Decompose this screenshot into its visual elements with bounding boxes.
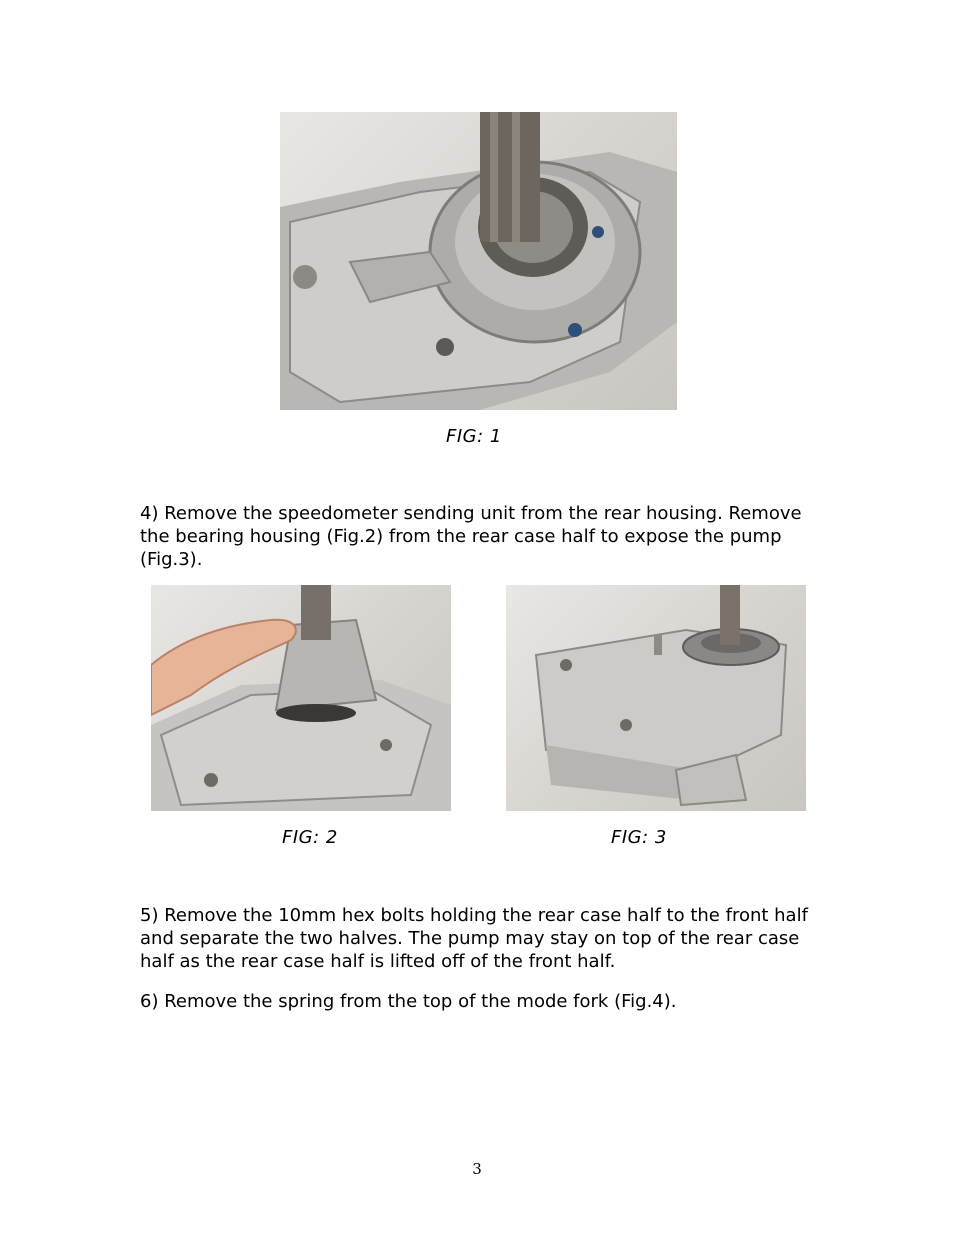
step-6-text: 6) Remove the spring from the top of the mode fork (Fig.4). xyxy=(140,991,677,1012)
step-4-text: 4) Remove the speedometer sending unit from the rear housing. Remove the bearing housing (Fig.2) from the rear case half to expose the pump (Fig.3). xyxy=(140,503,802,570)
figure-3-photo xyxy=(506,585,806,811)
figure-1-photo xyxy=(280,112,677,410)
exposed-pump-photo xyxy=(506,585,806,811)
figure-1-caption: FIG: 1 xyxy=(446,426,502,447)
figure-3-caption: FIG: 3 xyxy=(611,827,667,848)
transfer-case-bearing-photo xyxy=(280,112,677,410)
figure-2-caption: FIG: 2 xyxy=(282,827,338,848)
bearing-housing-removal-photo xyxy=(151,585,451,811)
figure-2-photo xyxy=(151,585,451,811)
step-5-text: 5) Remove the 10mm hex bolts holding the rear case half to the front half and separate the two halves. The pump may stay on top of the rear case half as the rear case half is lifted off of the front half. xyxy=(140,905,808,972)
page-number: 3 xyxy=(472,1160,482,1178)
